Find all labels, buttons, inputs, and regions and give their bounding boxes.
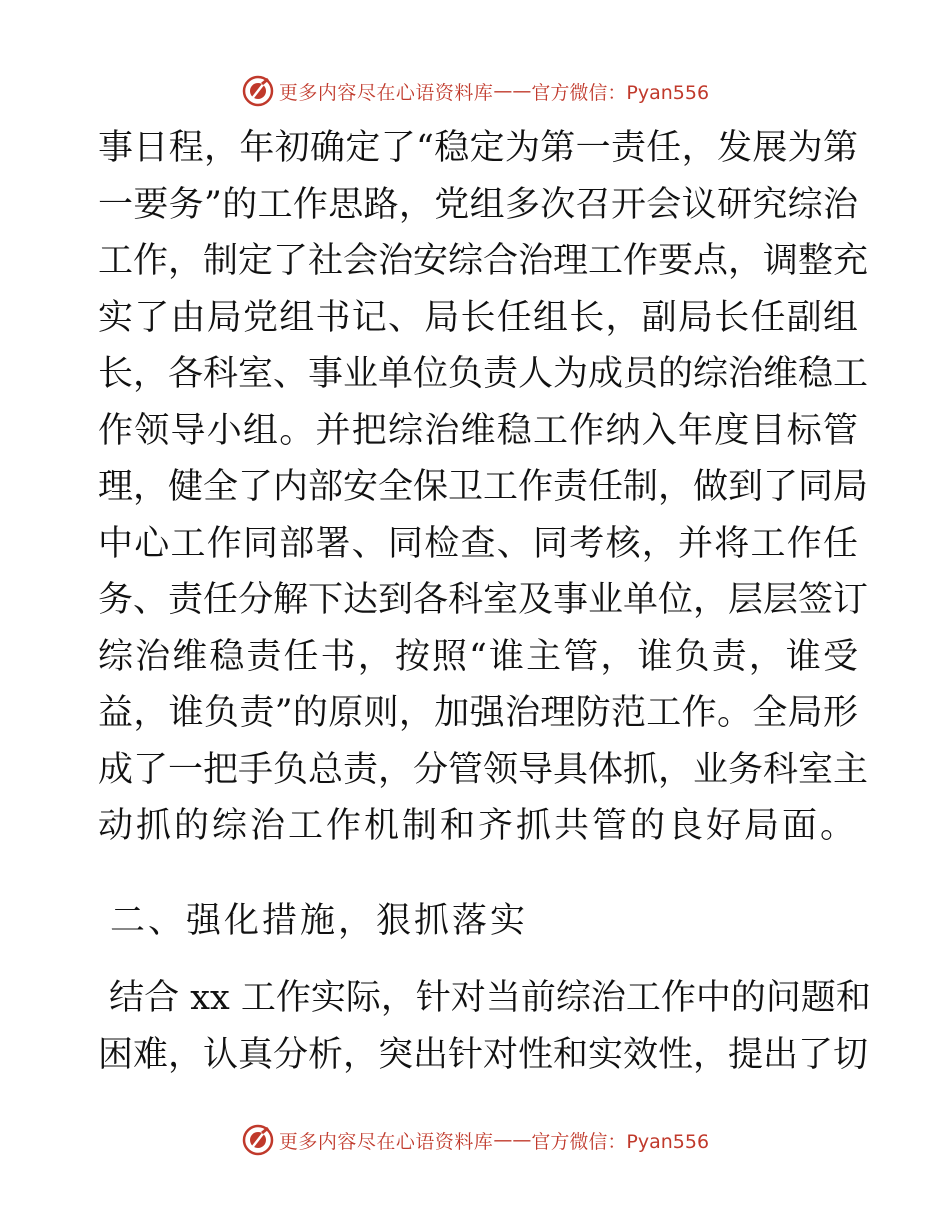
section-heading: 二、强化措施，狠抓落实: [110, 901, 529, 941]
seal-logo-icon: [241, 74, 275, 108]
text-line: 实了由局党组书记、局长任组长，副局长任副组: [98, 297, 858, 338]
text-line: 务、责任分解下达到各科室及事业单位，层层签订: [98, 580, 869, 620]
banner-separator: ——: [493, 1129, 532, 1151]
text-line: 长，各科室、事业单位负责人为成员的综治维稳工: [98, 354, 869, 394]
paragraph-2: [98, 970, 871, 1083]
text-line: 结合 xx 工作实际，针对当前综治工作中的问题和: [98, 978, 871, 1018]
header-banner: [0, 71, 950, 111]
seal-logo-icon: [241, 1123, 275, 1157]
text-line: 工作，制定了社会治安综合治理工作要点，调整充: [98, 241, 869, 281]
banner-brand-text: 更多内容尽在心语资料库: [278, 81, 494, 104]
text-line: 动抓的综治工作机制和齐抓共管的良好局面。: [98, 806, 859, 846]
text-line: 理，健全了内部安全保卫工作责任制，做到了同局: [98, 467, 869, 507]
banner-brand-text: 更多内容尽在心语资料库: [278, 1130, 494, 1153]
text-line: 综治维稳责任书，按照“谁主管，谁负责，谁受: [98, 636, 858, 677]
text-line: 中心工作同部署、同检查、同考核，并将工作任: [98, 523, 858, 564]
text-line: 困难，认真分析，突出针对性和实效性，提出了切: [98, 1034, 869, 1075]
banner-contact-text: 官方微信：Pyan556: [531, 1130, 710, 1153]
text-line: 作领导小组。并把综治维稳工作纳入年度目标管: [98, 410, 858, 451]
footer-banner: [0, 1120, 950, 1160]
text-line: 益，谁负责”的原则，加强治理防范工作。全局形: [98, 693, 858, 733]
text-line: 事日程，年初确定了“稳定为第一责任，发展为第: [98, 128, 858, 168]
text-line: 一要务”的工作思路，党组多次召开会议研究综治: [98, 184, 858, 225]
paragraph-1: [98, 120, 869, 855]
text-line: 成了一把手负总责，分管领导具体抓，业务科室主: [98, 749, 869, 790]
banner-contact-text: 官方微信：Pyan556: [531, 81, 710, 104]
banner-separator: ——: [493, 80, 532, 102]
